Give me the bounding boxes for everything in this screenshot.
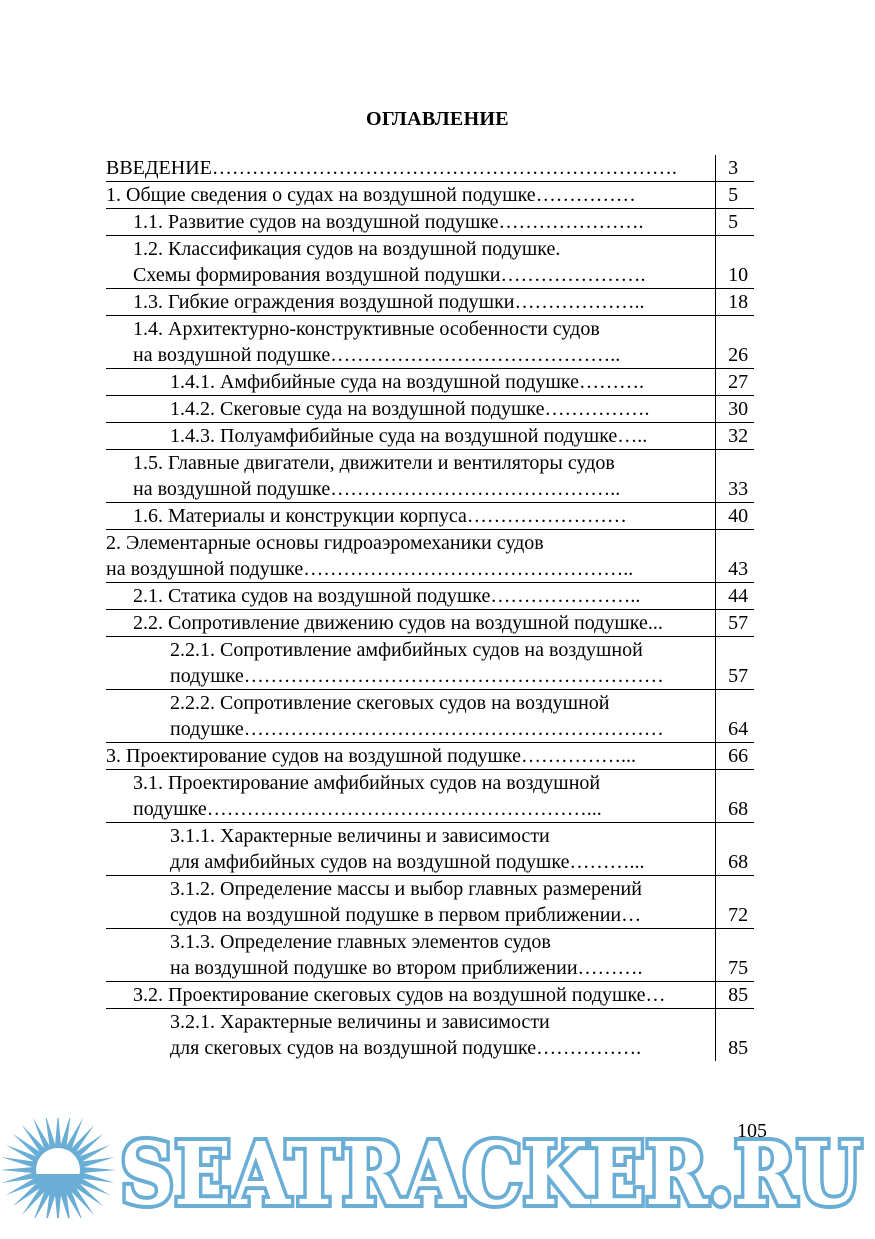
toc-entry-page: 57 — [716, 663, 754, 690]
toc-row — [106, 155, 754, 182]
toc-entry-text: 1.4. Архитектурно-конструктивные особенности судов — [106, 316, 716, 343]
toc-row — [106, 236, 754, 263]
toc-entry-page: 68 — [716, 796, 754, 823]
toc-entry-text: 2. Элементарные основы гидроаэромеханики судов — [106, 530, 716, 557]
toc-entry-text: 1. Общие сведения о судах на воздушной подушке…………… — [106, 182, 716, 209]
page-title: ОГЛАВЛЕНИЕ — [366, 108, 509, 130]
toc-entry-page — [716, 823, 754, 850]
toc-row — [106, 823, 754, 850]
toc-entry-text: 2.2.1. Сопротивление амфибийных судов на воздушной — [106, 637, 716, 664]
toc-row — [106, 289, 754, 316]
toc-row — [106, 423, 754, 450]
toc-entry-text: 1.1. Развитие судов на воздушной подушке…………………. — [106, 209, 716, 236]
toc-entry-text: 1.5. Главные двигатели, движители и вентиляторы судов — [106, 450, 716, 477]
toc-entry-page: 72 — [716, 902, 754, 929]
toc-entry-page: 57 — [716, 610, 754, 637]
toc-row — [106, 982, 754, 1009]
toc-row — [106, 396, 754, 423]
toc-entry-page: 44 — [716, 583, 754, 610]
page-number: 105 — [737, 1120, 767, 1142]
toc-entry-text: 2.2.2. Сопротивление скеговых судов на воздушной — [106, 690, 716, 717]
toc-body — [106, 155, 754, 1061]
toc-entry-page — [716, 876, 754, 903]
toc-entry-text: 1.4.2. Скеговые суда на воздушной подушке……………. — [106, 396, 716, 423]
toc-entry-page — [716, 316, 754, 343]
toc-entry-text: 3.1.1. Характерные величины и зависимости — [106, 823, 716, 850]
toc-entry-text: подушке……………………………………………………… — [106, 716, 716, 743]
toc-row — [106, 209, 754, 236]
toc-entry-page: 85 — [728, 1037, 749, 1059]
toc-entry-text: для амфибийных судов на воздушной подушке………... — [106, 849, 716, 876]
toc-entry-text: 2.2. Сопротивление движению судов на воздушной подушке... — [106, 610, 716, 637]
toc-entry-page: 5 — [716, 182, 754, 209]
toc-entry-page: 10 — [716, 262, 754, 289]
toc-entry-page: 75 — [716, 955, 754, 982]
toc-row — [106, 902, 754, 929]
toc-row — [106, 716, 754, 743]
toc-row — [106, 929, 754, 956]
toc-entry-text: для скеговых судов на воздушной подушке……………. — [106, 1035, 716, 1061]
toc-row — [106, 583, 754, 610]
toc-entry-page: 5 — [716, 209, 754, 236]
toc-row — [106, 342, 754, 369]
toc-entry-page: 18 — [716, 289, 754, 316]
toc-row — [106, 610, 754, 637]
toc-entry-text: 3.2. Проектирование скеговых судов на воздушной подушке… — [106, 982, 716, 1009]
toc-entry-page — [716, 690, 754, 717]
toc-entry-page: 66 — [716, 743, 754, 770]
toc-entry-page — [716, 530, 754, 557]
toc-entry-page: 3 — [716, 155, 754, 182]
sun-logo-icon — [0, 1118, 116, 1218]
toc-row — [106, 450, 754, 477]
toc-row — [106, 476, 754, 503]
toc-table — [106, 155, 754, 1061]
toc-entry-text: 3.2.1. Характерные величины и зависимости — [106, 1009, 716, 1036]
toc-row — [106, 796, 754, 823]
toc-row — [106, 316, 754, 343]
toc-entry-page: 43 — [716, 556, 754, 583]
toc-row — [106, 369, 754, 396]
toc-entry-page: 40 — [716, 503, 754, 530]
toc-row — [106, 876, 754, 903]
toc-entry-page: 33 — [716, 476, 754, 503]
toc-entry-text: на воздушной подушке………………………………………….. — [106, 556, 716, 583]
toc-entry-page: 26 — [716, 342, 754, 369]
toc-entry-text: 1.6. Материалы и конструкции корпуса…………………… — [106, 503, 716, 530]
toc-row — [106, 556, 754, 583]
toc-entry-text: подушке…………………………………………………... — [106, 796, 716, 823]
toc-row — [106, 770, 754, 797]
toc-row — [106, 530, 754, 557]
toc-row — [106, 955, 754, 982]
toc-row — [106, 1035, 754, 1061]
toc-entry-page: 85 — [716, 982, 754, 1009]
toc-entry-text: 2.1. Статика судов на воздушной подушке………………….. — [106, 583, 716, 610]
toc-entry-text: 3.1.2. Определение массы и выбор главных размерений — [106, 876, 716, 903]
toc-entry-text: 1.4.1. Амфибийные суда на воздушной подушке………. — [106, 369, 716, 396]
toc-entry-page — [716, 770, 754, 797]
toc-entry-text: 1.3. Гибкие ограждения воздушной подушки……………….. — [106, 289, 716, 316]
toc-entry-page — [716, 1009, 754, 1036]
toc-entry-page: 64 — [716, 716, 754, 743]
toc-row — [106, 1009, 754, 1036]
toc-entry-text: 1.2. Классификация судов на воздушной подушке. — [106, 236, 716, 263]
toc-entry-text: 1.4.3. Полуамфибийные суда на воздушной подушке….. — [106, 423, 716, 450]
toc-entry-text: 3.1. Проектирование амфибийных судов на воздушной — [106, 770, 716, 797]
toc-entry-text: подушке……………………………………………………… — [106, 663, 716, 690]
toc-entry-text: 3. Проектирование судов на воздушной подушке……………... — [106, 743, 716, 770]
toc-entry-text: Схемы формирования воздушной подушки…………………. — [106, 262, 716, 289]
toc-entry-page: 68 — [716, 849, 754, 876]
toc-entry-page — [716, 637, 754, 664]
toc-entry-text: ВВЕДЕНИЕ……………………………………………………………. — [106, 155, 716, 182]
toc-entry-text: на воздушной подушке во втором приближении………. — [106, 955, 716, 982]
toc-entry-page — [716, 929, 754, 956]
toc-row — [106, 262, 754, 289]
watermark-text: SEATRACKER.RU — [120, 1124, 862, 1218]
toc-row — [106, 849, 754, 876]
toc-row — [106, 663, 754, 690]
toc-entry-text: судов на воздушной подушке в первом приближении… — [106, 902, 716, 929]
toc-entry-page — [716, 450, 754, 477]
toc-entry-text: на воздушной подушке…………………………………….. — [106, 342, 716, 369]
toc-entry-page: 32 — [716, 423, 754, 450]
toc-entry-text: 3.1.3. Определение главных элементов судов — [106, 929, 716, 956]
toc-row — [106, 637, 754, 664]
toc-row — [106, 690, 754, 717]
toc-row — [106, 503, 754, 530]
toc-entry-page: 30 — [716, 396, 754, 423]
toc-entry-page — [716, 236, 754, 263]
toc-entry-text: на воздушной подушке…………………………………….. — [106, 476, 716, 503]
toc-row — [106, 743, 754, 770]
toc-row — [106, 182, 754, 209]
toc-entry-page: 27 — [716, 369, 754, 396]
